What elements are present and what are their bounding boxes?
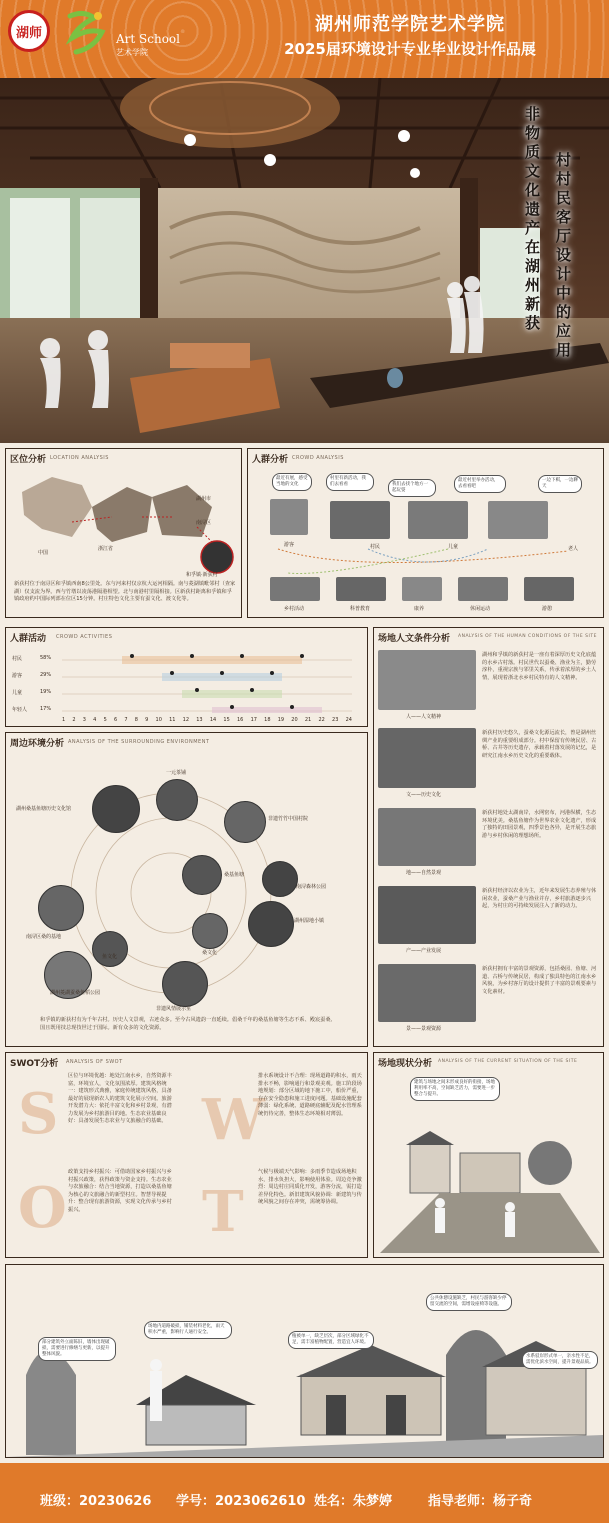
crowd-bubble-3: 我们去找个地方一起玩耍 [388,479,436,497]
hour-tick: 15 [223,717,230,723]
interior-rendering [0,78,609,443]
activity-photo-health [402,577,442,601]
crowd-bubble-1: 最近有展，感受当地的文化 [272,473,312,491]
site-status-subtitle: ANALYSIS OF THE CURRENT SITUATION OF THE SITE [438,1059,578,1064]
footer-teacher-label: 指导老师： [428,1494,494,1509]
footer-name [314,1490,392,1509]
site-strip-note: 场地内道路破损，铺装材料老化，雨天积水严重，影响行人通行安全。 [144,1321,232,1339]
hour-tick: 22 [318,717,325,723]
activity-photo-sports [458,577,508,601]
crowd-bubble-5: 一边下棋，一边聊天 [538,475,582,493]
surround-title: 周边环境分析 [10,739,65,749]
site-photo-fishculture [92,931,128,967]
crowd-photo-tourist [270,499,308,535]
humanities-text: 新获村拥有丰富的景观资源，包括桑园、鱼塘、河道、古桥与传统民居，构成了独具特色的江南水乡风貌，为乡村客厅的设计提供了丰富的景观要素与文化素材。 [482,966,597,995]
site-strip-note: 水系驳岸形式单一，亲水性不足，需优化滨水空间，提升景观品质。 [522,1351,598,1369]
footer-student-id [176,1490,305,1509]
header-bar [0,0,609,78]
site-label-mulberry: 南浔区桑的基地 [26,934,62,940]
humanities-photo-scenery [378,964,476,1022]
site-status-note: 建筑与场地之间未形成良好的衔接，场地利用率不高，空间缺乏活力，需要进一步整合与提升。 [410,1077,500,1101]
site-photo-mulberry [38,885,84,931]
site-label-forest: 南浔森林公园 [296,884,327,890]
hero-rendering [0,78,609,443]
hour-tick: 12 [182,717,190,723]
hour-tick: 5 [103,717,107,723]
university-logo [8,10,50,52]
footer-class-label: 班级： [40,1494,80,1509]
crowd-subtitle: CROWD ANALYSIS [292,455,344,461]
school-name-en: Art School [116,32,180,46]
swot-title: SWOT分析 [10,1059,59,1069]
crowd-group-villager: 村民 [370,544,381,550]
activity-row-pct: 19% [40,689,52,695]
site-photo-heritage [224,801,266,843]
map-label-zhejiang: 浙江省 [98,546,114,552]
hour-tick: 7 [124,717,128,723]
hour-tick: 24 [345,717,352,723]
hour-tick: 9 [145,717,149,723]
site-photo-fishpond [182,855,222,895]
humanities-title: 场地人文条件分析 [378,634,451,644]
site-photo-strip [5,1264,604,1458]
activity-photo-leisure [524,577,574,601]
crowd-title: 人群分析 [252,455,289,465]
site-label-silkculture: 桑文化 [202,950,218,956]
activity-row-pct: 29% [40,672,52,678]
humanities-photo-people [378,650,476,710]
site-label-teashop: 一元茶铺 [166,770,187,776]
activity-panel [5,627,368,727]
site-photo-wetland [248,901,294,947]
activity-subtitle: CROWD ACTIVITIES [56,634,113,640]
swot-s-text: 区位与环境优越：地处江南水乡，自然资源丰富，环境宜人，文化氛围浓厚。建筑风格统一：建筑形式典雅，家庭传统建筑风格，具备最好的展现新农人的建筑文化展示空间。旅游开发潜力大：依托丰富文化和乡村景观，有潜力发展为乡村旅游目的地。生态农业基础良好：具备发展生态农业与文旅融合的基础。 [68,1073,172,1124]
surround-subtitle: ANALYSIS OF THE SURROUNDING ENVIRONMENT [68,739,210,745]
site-strip-note: 公共休憩设施缺乏，村民与游客缺少停留交流的空间，需增设座椅等设施。 [426,1293,512,1311]
footer-teacher-value: 杨子奇 [493,1494,533,1509]
humanities-text: 新获村历史悠久，蚕桑文化源远流长，曾是湖州丝绸产业的重要组成部分。村中保留有传统民居、古桥、古井等历史遗存，承载着村落发展的记忆，是研究江南水乡历史文化的重要载体。 [482,730,597,759]
site-photo-teashop [156,779,198,821]
art-school-logo [64,8,110,58]
activity-label-education: 科普教育 [350,606,371,612]
hour-tick: 8 [134,717,138,723]
surround-text: 和孚镇的新获村有为千年古村。历史人文景观，古迹众多。至今古风遗韵一直延续。倡桑千年的桑基鱼塘等生态不系、殿宸蚕桑、国且既用技总现技世过于国际。新有众多的文化资源。 [40,1017,336,1031]
site-label-wetland: 湖州湿地小镇 [294,918,325,924]
crowd-group-elderly: 老人 [568,546,579,552]
site-status-photo [380,1123,600,1253]
site-label-museum: 湖州桑基鱼塘历史文化馆 [16,806,72,812]
swot-subtitle: ANALYSIS OF SWOT [66,1059,123,1065]
swot-letter-o: O [18,1175,67,1241]
site-status-panel [373,1052,604,1258]
site-label-exhibit: 非遗风情展示室 [156,1006,192,1012]
hour-tick: 11 [169,717,176,723]
footer-teacher [428,1490,532,1509]
activity-label-leisure: 游憩 [542,606,553,612]
crowd-photo-children [408,501,468,539]
activity-label-rural: 乡村活动 [284,606,305,612]
location-title: 区位分析 [10,455,47,465]
hero-title-col2: 村村民客厅设计中的应用 [554,152,572,361]
humanities-text: 新获村经济以农业为主，近年来发展生态养殖与休闲农业，蚕桑产业与渔业并存，乡村旅游逐步兴起，为村庄的可持续发展注入了新的动力。 [482,888,597,909]
hour-tick: 14 [209,717,217,723]
location-text: 新获村位于南浔区和孚镇西南8公里处。东与河来村仅京杭大运河相隔。南与菱湖镇毗邻村（查家湖）仅支流为界。西与竹墩以凌荡港隔港相望。北与南港村里隔相接。区新获村距离和孚镇和孚镇政府约中国际列部在位区15分钟。村庄特色文化主要有蚕文化、渡文化等。 [14,581,236,602]
humanities-caption: 产——产业发展 [406,948,442,954]
footer-class [40,1490,151,1509]
hour-tick: 1 [62,717,66,723]
site-label-fishpond: 桑基鱼塘 [224,872,245,878]
map-label-nanxun: 南浔区 [196,520,212,526]
crowd-photo-villager [330,501,390,539]
site-photo-museum [92,785,140,833]
site-strip-note: 植被单一，缺乏层次，部分区域绿化不足，需丰富植物配置，营造宜人环境。 [288,1331,374,1349]
hour-tick: 21 [304,717,312,723]
site-label-fishculture: 鱼文化 [102,954,118,960]
humanities-panel [373,627,604,1047]
exhibition-title: 湖州师范学院艺术学院 [315,14,505,35]
humanities-photo-history [378,728,476,788]
activity-timeline [62,650,352,716]
site-photo-silkculture [192,913,228,949]
hour-tick: 19 [277,717,285,723]
location-panel [5,448,242,618]
footer-name-value: 朱梦婷 [353,1494,393,1509]
site-photo-exhibit [162,961,208,1007]
hour-tick: 18 [264,717,271,723]
crowd-bubble-4: 最近村里举办活动，去看看吧 [454,475,506,493]
site-strip-note: 部分建筑外立面陈旧，墙体出现破损，需要进行修缮与更新，以提升整体风貌。 [38,1337,116,1361]
logo-text: 湖师 [15,25,42,41]
crowd-bubble-2: 村里有新活动，我们去看看 [326,473,374,491]
hero-title-col1: 非物质文化遗产在湖州新获 [523,106,541,334]
swot-w-text: 排水系统设计不合理：现场道路的积水，雨天排水不畅，影响通行和景观美观。施工阶段场地规划：部分区域的地下施工中，船价严重，存在安全隐患和施工进度问题。基础设施配套薄弱：绿化系统、道路硬底辅配及配水管理系统仍待完善，整体生态环境相对薄弱。 [258,1073,362,1117]
hour-tick: 16 [236,717,244,723]
exhibition-subtitle: 2025届环境设计专业毕业设计作品展 [284,40,536,58]
activity-title: 人群活动 [10,634,47,644]
swot-letter-s: S [18,1081,59,1147]
map-label-village: 和孚镇·新获村 [186,572,218,578]
site-label-heritage: 非遗竹竹中国村院 [268,816,309,822]
hour-tick: 3 [82,717,86,723]
map-label-huzhou: 湖州市 [196,496,212,502]
humanities-text: 湖州和孚镇的新获村是一座有着深厚历史文化底蕴的水乡古村落。村民世代以蚕桑、渔业为主，勤劳淳朴，重视宗族与邻里关系，传承着浓厚的乡土人情，展现着浙北水乡村民特有的人文精神。 [482,652,597,681]
activity-row-name: 村民 [12,656,23,662]
hour-tick: 2 [72,717,76,723]
hour-tick: 20 [291,717,298,723]
crowd-panel [247,448,604,618]
activity-row-pct: 17% [40,706,52,712]
activity-row-name: 游客 [12,673,23,679]
humanities-text: 新获村地处太湖南岸，水网密布，河港纵横，生态环境优美。桑基鱼塘作为世界农业文化遗产，形成了独特的田园景观，四季景色各异，是开展生态旅游与乡村休闲的理想场所。 [482,810,597,839]
swot-o-text: 政策支持乡村振兴：可借助国家乡村振兴与乡村振兴政策，获得政策与资金支持。生态农业与农旅融合：结合当地资源，打造以桑基鱼塘为核心的文旅融合的新型村庄。智慧导视提升：整合现有旅游资源，实现文化传承与乡村振兴。 [68,1169,172,1213]
humanities-subtitle: ANALYSIS OF THE HUMAN CONDITIONS OF THE SITE [458,634,597,639]
crowd-flow-lines [268,547,588,577]
map-label-china: 中国 [38,550,49,556]
activity-row-name: 儿童 [12,690,23,696]
activity-label-health: 康养 [414,606,425,612]
crowd-photo-elderly [488,501,548,539]
footer-id-value: 2023062610 [215,1494,306,1509]
activity-photo-education [336,577,386,601]
school-name-cn: 艺术学院 [116,48,148,57]
hour-tick: 23 [332,717,339,723]
activity-row-pct: 58% [40,655,52,661]
crowd-group-tourist: 游客 [284,542,295,548]
site-photo-forest [262,861,298,897]
site-label-park: 湖州菱湖蚕桑鱼稻公园 [50,990,101,996]
swot-letter-t: T [202,1179,244,1245]
humanities-caption: 文——历史文化 [406,792,442,798]
humanities-caption: 地——自然景观 [406,870,442,876]
activity-photo-rural [270,577,320,601]
swot-letter-w: W [202,1087,265,1153]
footer-id-label: 学号： [176,1494,216,1509]
footer-name-label: 姓名： [314,1494,354,1509]
surround-panel [5,732,368,1047]
crowd-group-children: 儿童 [448,544,459,550]
activity-row-name: 年轻人 [12,707,28,713]
hour-tick: 10 [155,717,162,723]
site-strip-photos [6,1265,603,1457]
humanities-photo-landscape [378,808,476,866]
location-subtitle: LOCATION ANALYSIS [50,455,109,461]
hour-tick: 13 [196,717,203,723]
hour-tick: 6 [113,717,118,723]
hour-tick: 4 [93,717,97,723]
swot-panel [5,1052,368,1258]
swot-t-text: 气候与极端天气影响：多雨季节造成场地积水，排水负担大，影响使用体验。周边竞争激烈：周边村庄同质化开发，游客分流，需打造差异化特色。新旧建筑风貌协调：新建筑与传统风貌之间存在冲突，需统筹协调。 [258,1169,362,1205]
activity-label-sports: 休闲运动 [470,606,491,612]
humanities-caption: 人——人文精神 [406,714,442,720]
activity-hour-axis [62,717,352,723]
footer-class-value: 20230626 [79,1494,152,1509]
hour-tick: 17 [250,717,257,723]
site-status-title: 场地现状分析 [378,1059,433,1069]
humanities-caption: 景——景观资源 [406,1026,442,1032]
humanities-photo-industry [378,886,476,944]
